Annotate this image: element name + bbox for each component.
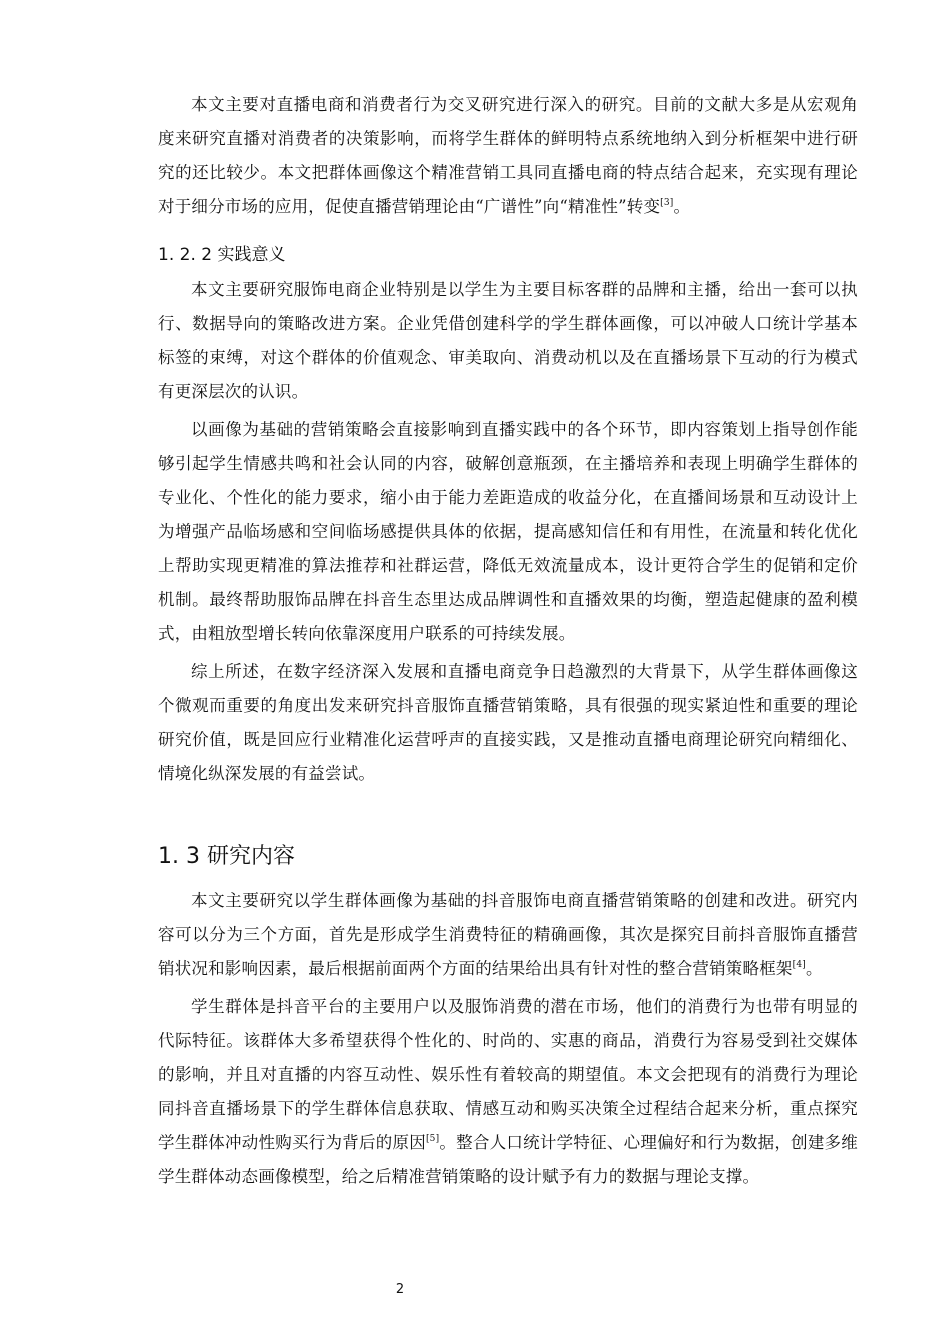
paragraph	[158, 88, 858, 224]
paragraph-tail: 。整合人口统计学特征、心理偏好和行为数据，创建多维学生群体动态画像模型，给之后精准营销策略的设计赋予有力的数据与理论支撑。	[158, 1133, 859, 1186]
section-heading-content: 1. 3 研究内容	[158, 844, 295, 869]
practice-section	[158, 273, 858, 791]
content-section	[158, 884, 858, 1194]
intro-section	[158, 88, 858, 224]
citation: [4]	[792, 960, 806, 970]
paragraph: 本文主要研究服饰电商企业特别是以学生为主要目标客群的品牌和主播，给出一套可以执行、数据导向的策略改进方案。企业凭借创建科学的学生群体画像，可以冲破人口统计学基本标签的束缚，对这个群体的价值观念、审美取向、消费动机以及在直播场景下互动的行为模式有更深层次的认识。	[158, 280, 858, 401]
paragraph	[158, 990, 858, 1194]
paragraph-tail: 。	[805, 959, 823, 978]
paragraph-text: 本文主要研究以学生群体画像为基础的抖音服饰电商直播营销策略的创建和改进。研究内容可以分为三个方面，首先是形成学生消费特征的精确画像，其次是探究目前抖音服饰直播营销状况和影响因素，最后根据前面两个方面的结果给出具有针对性的整合营销策略框架	[158, 891, 858, 978]
citation: [3]	[660, 198, 674, 208]
page-number: 2	[395, 1282, 405, 1297]
section-heading-practice: 1. 2. 2 实践意义	[158, 245, 286, 265]
paragraph-text: 学生群体是抖音平台的主要用户以及服饰消费的潜在市场，他们的消费行为也带有明显的代际特征。该群体大多希望获得个性化的、时尚的、实惠的商品，消费行为容易受到社交媒体的影响，并且对直播的内容互动性、娱乐性有着较高的期望值。本文会把现有的消费行为理论同抖音直播场景下的学生群体信息获取、情感互动和购买决策全过程结合起来分析，重点探究学生群体冲动性购买行为背后的原因	[158, 997, 858, 1152]
paragraph: 综上所述，在数字经济深入发展和直播电商竞争日趋激烈的大背景下，从学生群体画像这个微观而重要的角度出发来研究抖音服饰直播营销策略，具有很强的现实紧迫性和重要的理论研究价值，既是回应行业精准化运营呼声的直接实践，又是推动直播电商理论研究向精细化、情境化纵深发展的有益尝试。	[158, 662, 858, 783]
paragraph	[158, 884, 858, 986]
paragraph: 以画像为基础的营销策略会直接影响到直播实践中的各个环节，即内容策划上指导创作能够引起学生情感共鸣和社会认同的内容，破解创意瓶颈，在主播培养和表现上明确学生群体的专业化、个性化的能力要求，缩小由于能力差距造成的收益分化，在直播间场景和互动设计上为增强产品临场感和空间临场感提供具体的依据，提高感知信任和有用性，在流量和转化优化上帮助实现更精准的算法推荐和社群运营，降低无效流量成本，设计更符合学生的促销和定价机制。最终帮助服饰品牌在抖音生态里达成品牌调性和直播效果的均衡，塑造起健康的盈利模式，由粗放型增长转向依靠深度用户联系的可持续发展。	[158, 420, 858, 643]
paragraph-tail: 。	[673, 197, 691, 216]
citation: [5]	[425, 1134, 440, 1144]
paragraph-text: 本文主要对直播电商和消费者行为交叉研究进行深入的研究。目前的文献大多是从宏观角度来研究直播对消费者的决策影响，而将学生群体的鲜明特点系统地纳入到分析框架中进行研究的还比较少。本文把群体画像这个精准营销工具同直播电商的特点结合起来，充实现有理论对于细分市场的应用，促使直播营销理论由“广谱性”向“精准性”转变	[158, 95, 858, 216]
